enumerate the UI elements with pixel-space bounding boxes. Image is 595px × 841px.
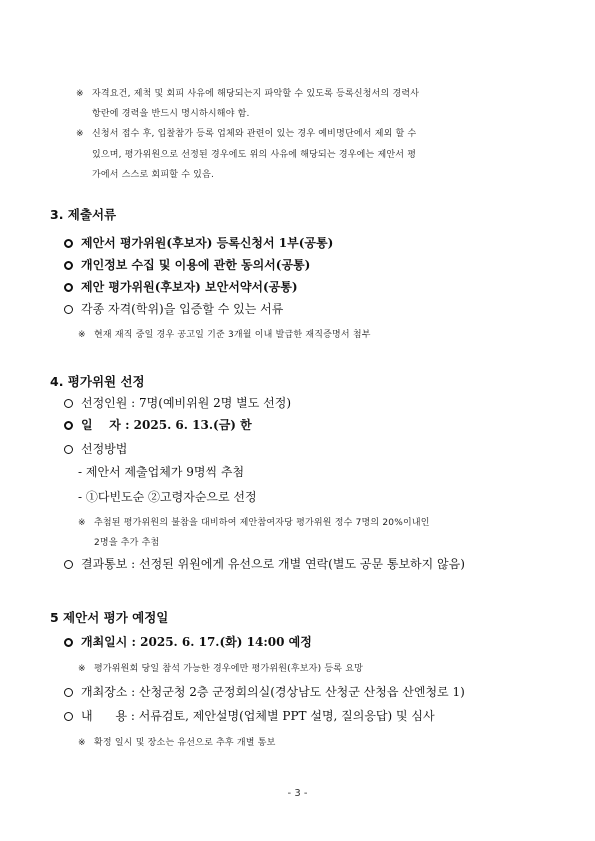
section-5-note-2 xyxy=(78,735,276,748)
item-text: 개최일시 : 2025. 6. 17.(화) 14:00 예정 xyxy=(81,635,312,649)
bullet-ring-icon xyxy=(64,305,73,314)
note-marker: ※ xyxy=(78,330,86,340)
method-sub-2: - ①다빈도순 ②고령자순으로 선정 xyxy=(78,490,257,504)
section-4-note xyxy=(78,515,430,528)
item-text: 일 자 : 2025. 6. 13.(금) 한 xyxy=(81,418,252,432)
bullet-ring-icon xyxy=(64,239,73,248)
evaluation-venue xyxy=(64,683,465,700)
note-marker: ※ xyxy=(76,129,84,139)
item-text: 각종 자격(학위)을 입증할 수 있는 서류 xyxy=(81,302,284,316)
note-line: 2명을 추가 추첨 xyxy=(94,538,160,548)
bullet-ring-icon xyxy=(64,638,73,647)
intro-note-1-cont xyxy=(92,106,250,119)
intro-note-2-cont-2 xyxy=(92,167,214,180)
submission-item-1 xyxy=(64,234,333,251)
bullet-ring-icon xyxy=(64,560,73,569)
section-3-note xyxy=(78,327,371,340)
note-marker: ※ xyxy=(78,518,86,528)
note-line: 신청서 접수 후, 입찰참가 등록 업체와 관련이 있는 경우 예비명단에서 제외 할 수 xyxy=(92,129,417,139)
selection-count xyxy=(64,394,291,411)
note-line: 추첨된 평가위원의 불참을 대비하여 제안참여자당 평가위원 정수 7명의 20%이내인 xyxy=(94,518,430,528)
note-line: 있으며, 평가위원으로 선정된 경우에도 위의 사유에 해당되는 경우에는 제안서 평 xyxy=(92,150,417,160)
note-marker: ※ xyxy=(78,664,86,674)
item-text: 선정인원 : 7명(예비위원 2명 별도 선정) xyxy=(81,396,292,410)
note-line: 가에서 스스로 회피할 수 있음. xyxy=(92,170,215,180)
intro-note-1 xyxy=(76,86,419,99)
bullet-ring-icon xyxy=(64,283,73,292)
note-marker: ※ xyxy=(78,738,86,748)
bullet-ring-icon xyxy=(64,445,73,454)
item-text: 내 용 : 서류검토, 제안설명(업체별 PPT 설명, 질의응답) 및 심사 xyxy=(81,709,435,723)
item-text: 제안 평가위원(후보자) 보안서약서(공통) xyxy=(81,280,298,294)
section-4-note-cont xyxy=(94,535,159,548)
selection-method xyxy=(64,440,127,457)
submission-item-2 xyxy=(64,256,310,273)
evaluation-schedule xyxy=(64,633,312,650)
intro-note-2 xyxy=(76,126,416,139)
bullet-ring-icon xyxy=(64,399,73,408)
bullet-ring-icon xyxy=(64,712,73,721)
selection-date xyxy=(64,416,252,433)
item-text: 결과통보 : 선정된 위원에게 유선으로 개별 연락(별도 공문 통보하지 않음) xyxy=(81,557,465,571)
page-number: - 3 - xyxy=(287,788,308,799)
result-notice xyxy=(64,555,465,572)
bullet-ring-icon xyxy=(64,688,73,697)
item-text: 선정방법 xyxy=(81,442,128,456)
section-5-note-1 xyxy=(78,661,363,674)
item-text: 제안서 평가위원(후보자) 등록신청서 1부(공통) xyxy=(81,236,334,250)
evaluation-content xyxy=(64,707,435,724)
section-4-title: 4. 평가위원 선정 xyxy=(50,374,145,389)
section-5-title: 5 제안서 평가 예정일 xyxy=(50,610,169,625)
note-line: 항란에 경력을 반드시 명시하시해야 함. xyxy=(92,109,250,119)
intro-note-2-cont-1 xyxy=(92,147,416,160)
note-line: 평가위원회 당일 참석 가능한 경우에만 평가위원(후보자) 등록 요망 xyxy=(94,664,363,674)
section-3-title: 3. 제출서류 xyxy=(50,207,117,222)
bullet-ring-icon xyxy=(64,261,73,270)
item-text: 개최장소 : 산청군청 2층 군정회의실(경상남도 산청군 산청읍 산엔청로 1) xyxy=(81,685,465,699)
note-line: 자격요건, 제척 및 회피 사유에 해당되는지 파악할 수 있도록 등록신청서의 경력사 xyxy=(92,89,420,99)
note-marker: ※ xyxy=(76,89,84,99)
submission-item-3 xyxy=(64,278,298,295)
bullet-ring-icon xyxy=(64,421,73,430)
submission-item-4 xyxy=(64,300,283,317)
note-line: 확정 일시 및 장소는 유선으로 추후 개별 통보 xyxy=(94,738,276,748)
method-sub-1: - 제안서 제출업체가 9명씩 추첨 xyxy=(78,465,245,479)
item-text: 개인정보 수집 및 이용에 관한 동의서(공통) xyxy=(81,258,311,272)
note-line: 현재 재직 중일 경우 공고일 기준 3개월 이내 발급한 재직증명서 첨부 xyxy=(94,330,371,340)
